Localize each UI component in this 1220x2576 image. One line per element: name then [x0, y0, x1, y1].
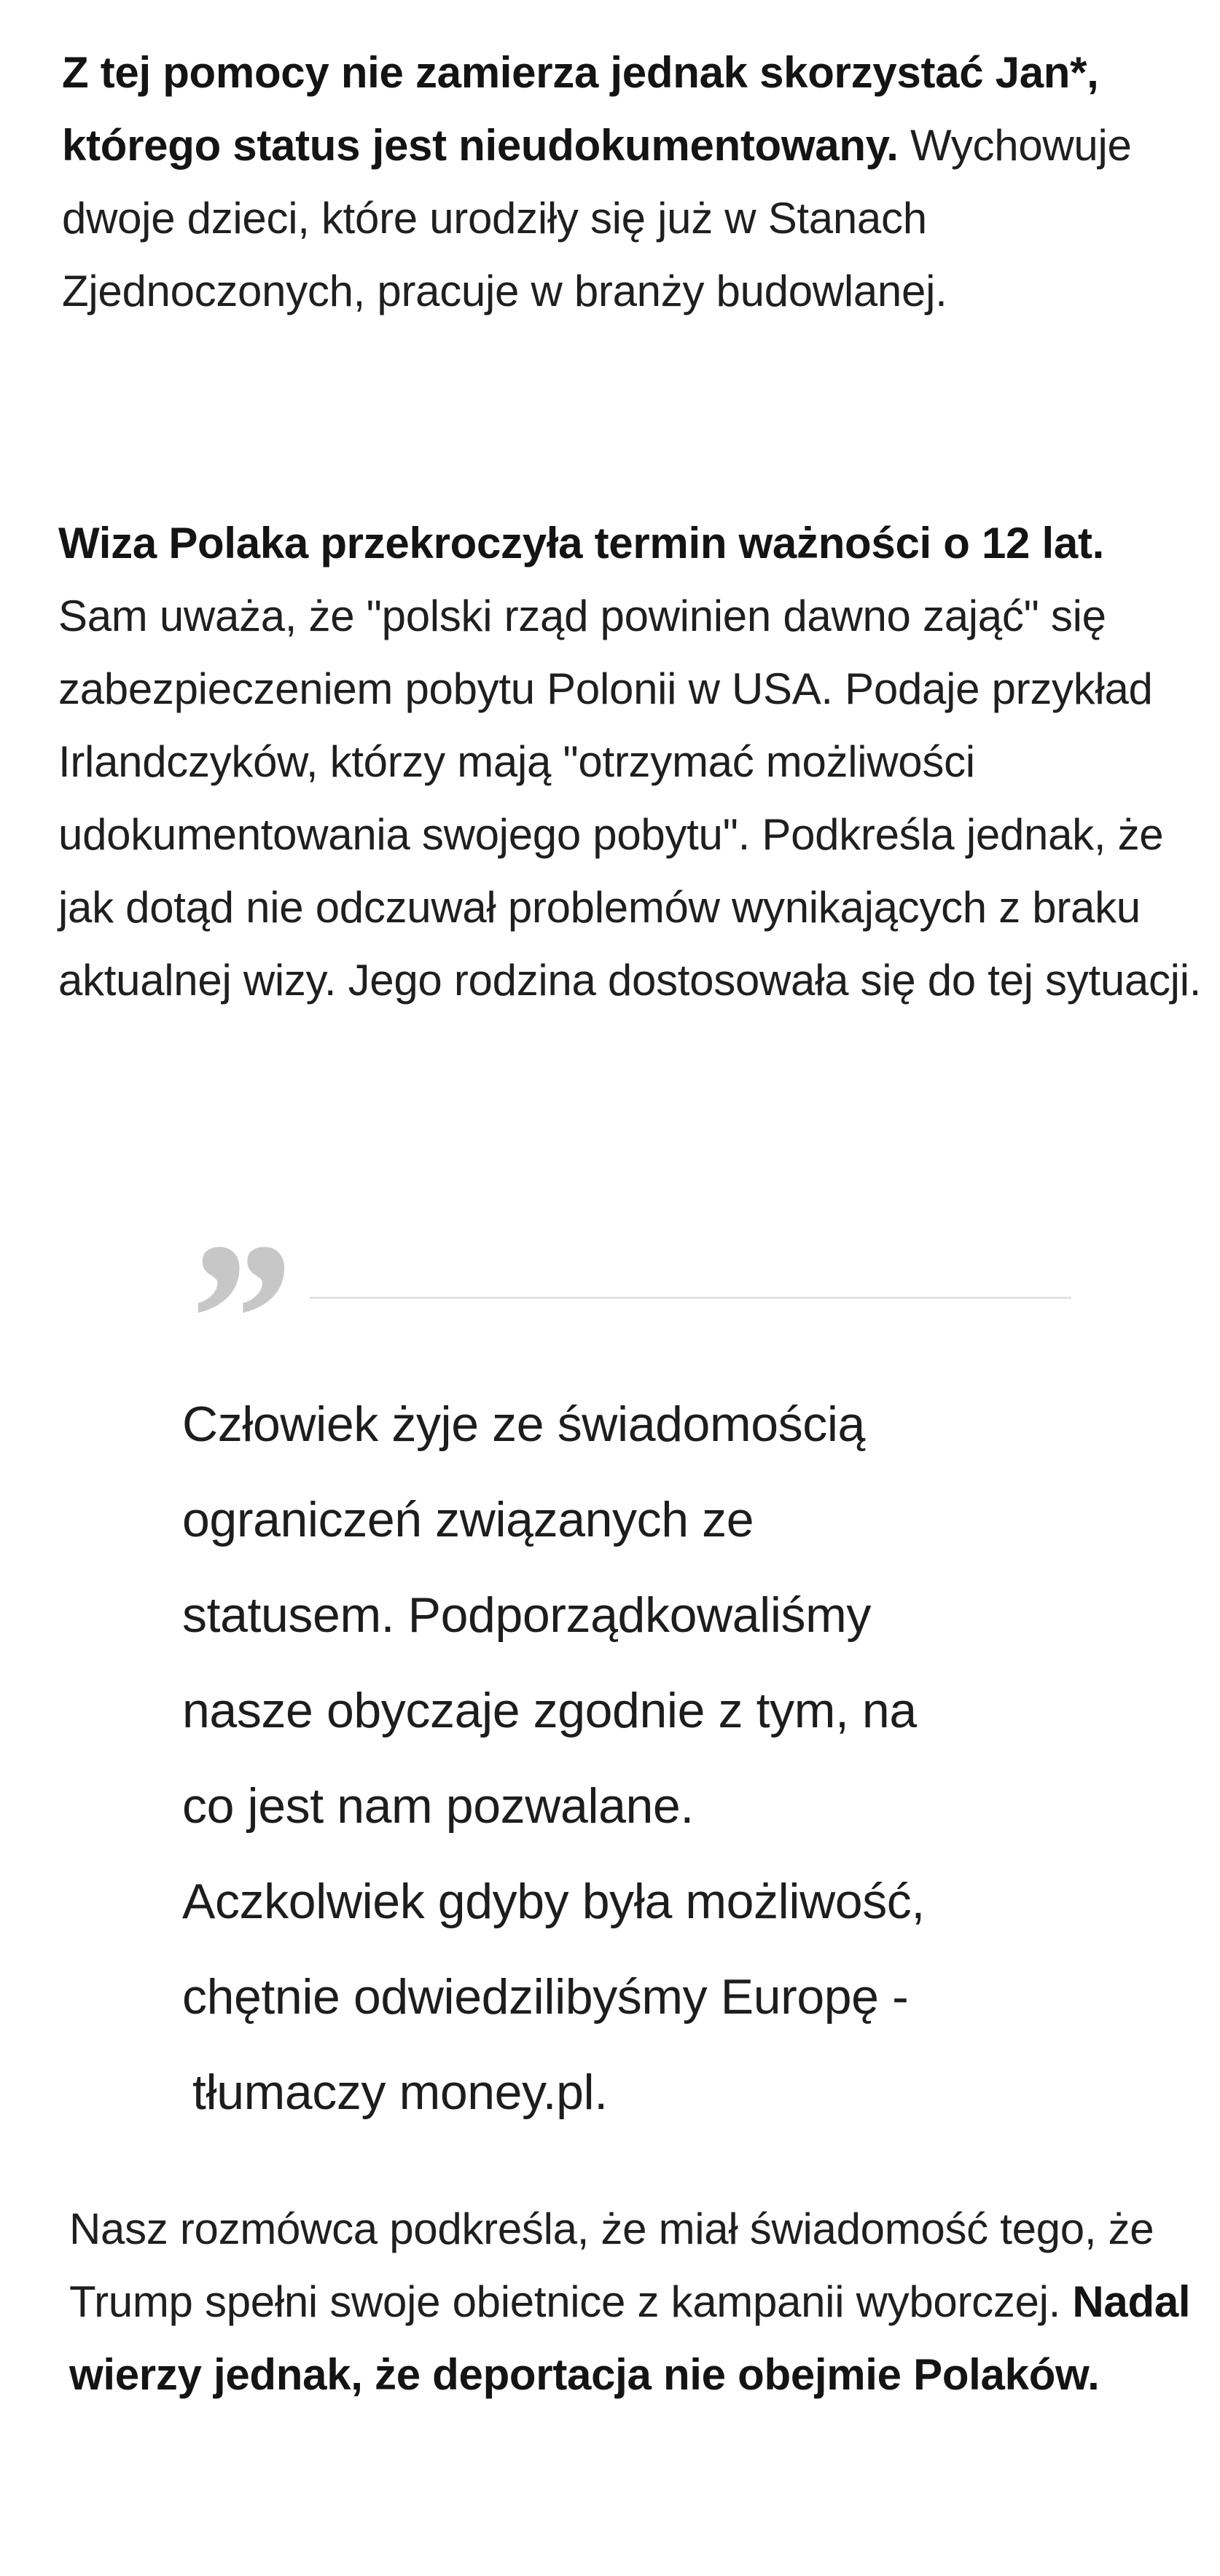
quote-attribution: tłumaczy money.pl. [192, 2065, 608, 2120]
paragraph-bold-lead: Z tej pomocy nie zamierza jednak skorzystać Jan*, którego status jest nieudokumentowany. [62, 48, 1099, 170]
paragraph-text: Sam uważa, że "polski rząd powinien dawno zająć" się zabezpieczeniem pobytu Polonii w USA. Podaje przykład Irlandczyków, którzy mają "otrzymać możliwości udokumentowania swojego pobytu". Podkreśla jednak, że jak dotąd nie odczuwał problemów wynikających z braku aktualnej wizy. Jego rodzina dostosowała się do tej sytuacji. [58, 592, 1202, 1005]
quote-mark-icon: ” [179, 1198, 288, 1440]
quote-line: statusem. Podporządkowaliśmy [182, 1587, 871, 1643]
quote-line: Człowiek żyje ze świadomością [182, 1397, 865, 1452]
paragraph-text: Nasz rozmówca podkreśla, że miał świadomość tego, że Trump spełni swoje obietnice z kampanii wyborczej. [69, 2204, 1154, 2326]
quote-line: co jest nam pozwalane. [182, 1778, 694, 1834]
quote-text [182, 1377, 1057, 2140]
paragraph-visa-expired [58, 507, 1203, 1017]
paragraph-trump-promises [69, 2193, 1206, 2411]
quote-line: chętnie odwiedzilibyśmy Europę - [182, 1969, 909, 2025]
paragraph-bold-conclusion: Nadal wierzy jednak, że deportacja nie obejmie Polaków. [69, 2277, 1191, 2399]
quote-line: Aczkolwiek gdyby była możliwość, [182, 1874, 925, 1929]
quote-line: nasze obyczaje zgodnie z tym, na [182, 1683, 917, 1738]
quote-line: ograniczeń związanych ze [182, 1492, 754, 1547]
paragraph-jan-status [62, 36, 1199, 328]
paragraph-text: Wychowuje dwoje dzieci, które urodziły się już w Stanach Zjednoczonych, pracuje w branży budowlanej. [62, 121, 1132, 315]
quote-divider [310, 1297, 1071, 1299]
paragraph-bold-lead: Wiza Polaka przekroczyła termin ważności o 12 lat. [58, 519, 1104, 568]
